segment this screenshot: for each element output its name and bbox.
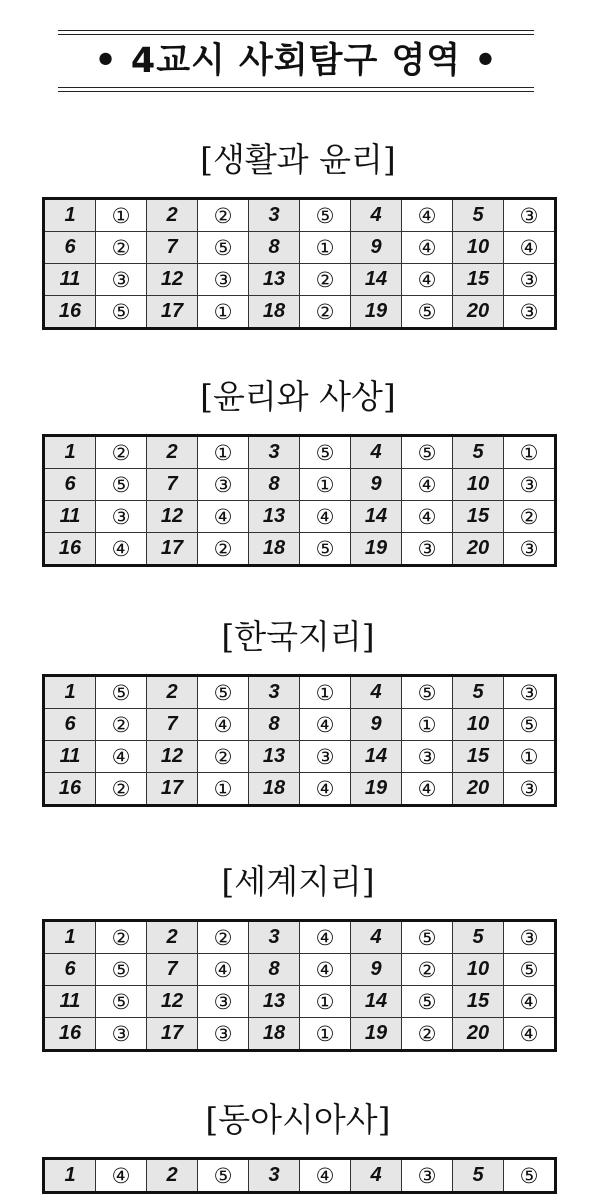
answer-choice: ③ (504, 296, 556, 329)
answer-choice: ② (198, 533, 249, 566)
question-number: 11 (44, 986, 96, 1018)
answer-choice: ⑤ (504, 1159, 556, 1193)
question-number: 10 (453, 954, 504, 986)
answer-choice: ⑤ (504, 709, 556, 741)
question-number: 1 (44, 676, 96, 709)
question-number: 6 (44, 954, 96, 986)
answer-choice: ⑤ (300, 199, 351, 232)
question-number: 14 (351, 501, 402, 533)
answer-table (42, 1157, 557, 1194)
answer-choice: ② (96, 921, 147, 954)
section-title: [윤리와 사상] (200, 377, 396, 416)
question-number: 19 (351, 533, 402, 566)
table-row (44, 676, 556, 709)
answer-choice: ⑤ (402, 921, 453, 954)
question-number: 19 (351, 296, 402, 329)
answer-choice: ④ (504, 232, 556, 264)
question-number: 7 (147, 469, 198, 501)
question-number: 17 (147, 1018, 198, 1051)
question-number: 18 (249, 1018, 300, 1051)
answer-choice: ① (198, 773, 249, 806)
question-number: 5 (453, 1159, 504, 1193)
question-number: 10 (453, 232, 504, 264)
answer-choice: ④ (504, 1018, 556, 1051)
answer-choice: ④ (402, 232, 453, 264)
question-number: 19 (351, 1018, 402, 1051)
answer-choice: ④ (402, 469, 453, 501)
question-number: 8 (249, 232, 300, 264)
answer-choice: ⑤ (300, 533, 351, 566)
question-number: 9 (351, 469, 402, 501)
question-number: 15 (453, 986, 504, 1018)
answer-choice: ⑤ (402, 676, 453, 709)
answer-choice: ⑤ (402, 296, 453, 329)
question-number: 10 (453, 469, 504, 501)
page-title: • 4교시 사회탐구 영역 • (94, 41, 498, 81)
answer-choice: ② (198, 921, 249, 954)
question-number: 11 (44, 501, 96, 533)
answer-choice: ④ (300, 773, 351, 806)
header-rule (58, 87, 534, 88)
question-number: 13 (249, 264, 300, 296)
question-number: 7 (147, 232, 198, 264)
question-number: 9 (351, 709, 402, 741)
answer-choice: ③ (300, 741, 351, 773)
question-number: 1 (44, 436, 96, 469)
question-number: 3 (249, 436, 300, 469)
answer-choice: ③ (198, 264, 249, 296)
question-number: 17 (147, 533, 198, 566)
answer-choice: ⑤ (402, 986, 453, 1018)
answer-choice: ④ (300, 501, 351, 533)
answer-choice: ① (300, 232, 351, 264)
question-number: 6 (44, 232, 96, 264)
answer-choice: ① (198, 436, 249, 469)
question-number: 1 (44, 1159, 96, 1193)
answer-choice: ② (198, 199, 249, 232)
answer-choice: ① (96, 199, 147, 232)
question-number: 6 (44, 469, 96, 501)
answer-choice: ⑤ (198, 676, 249, 709)
table-row (44, 741, 556, 773)
answer-choice: ⑤ (96, 676, 147, 709)
question-number: 18 (249, 533, 300, 566)
question-number: 16 (44, 296, 96, 329)
question-number: 16 (44, 533, 96, 566)
answer-choice: ③ (198, 1018, 249, 1051)
question-number: 8 (249, 709, 300, 741)
answer-choice: ⑤ (198, 1159, 249, 1193)
answer-choice: ① (300, 986, 351, 1018)
answer-choice: ④ (96, 741, 147, 773)
answer-choice: ④ (198, 501, 249, 533)
table-row (44, 501, 556, 533)
answer-choice: ③ (504, 469, 556, 501)
answer-choice: ③ (402, 1159, 453, 1193)
answer-choice: ④ (300, 954, 351, 986)
answer-choice: ① (300, 1018, 351, 1051)
question-number: 14 (351, 986, 402, 1018)
answer-table (42, 674, 557, 807)
question-number: 19 (351, 773, 402, 806)
answer-section (42, 1100, 554, 1194)
answer-choice: ③ (504, 773, 556, 806)
question-number: 4 (351, 436, 402, 469)
header-rule (58, 34, 534, 35)
table-row (44, 533, 556, 566)
answer-choice: ② (300, 264, 351, 296)
answer-choice: ③ (198, 469, 249, 501)
answer-section (42, 862, 554, 1052)
answer-choice: ⑤ (300, 436, 351, 469)
question-number: 8 (249, 954, 300, 986)
answer-choice: ⑤ (504, 954, 556, 986)
question-number: 7 (147, 954, 198, 986)
answer-choice: ④ (504, 986, 556, 1018)
answer-choice: ③ (402, 533, 453, 566)
answer-table (42, 434, 557, 567)
question-number: 4 (351, 199, 402, 232)
question-number: 5 (453, 199, 504, 232)
question-number: 7 (147, 709, 198, 741)
question-number: 20 (453, 773, 504, 806)
question-number: 11 (44, 264, 96, 296)
answer-choice: ⑤ (96, 986, 147, 1018)
question-number: 15 (453, 501, 504, 533)
question-number: 13 (249, 501, 300, 533)
question-number: 13 (249, 986, 300, 1018)
table-row (44, 709, 556, 741)
question-number: 18 (249, 296, 300, 329)
answer-choice: ④ (402, 199, 453, 232)
answer-choice: ④ (198, 954, 249, 986)
question-number: 4 (351, 1159, 402, 1193)
header-rule (58, 91, 534, 92)
answer-section (42, 140, 554, 330)
table-row (44, 436, 556, 469)
table-row (44, 1018, 556, 1051)
question-number: 18 (249, 773, 300, 806)
question-number: 1 (44, 921, 96, 954)
question-number: 4 (351, 921, 402, 954)
table-row (44, 921, 556, 954)
answer-choice: ② (402, 954, 453, 986)
question-number: 15 (453, 264, 504, 296)
section-title: [동아시아사] (205, 1100, 391, 1139)
question-number: 1 (44, 199, 96, 232)
answer-choice: ④ (402, 773, 453, 806)
answer-choice: ③ (96, 264, 147, 296)
question-number: 9 (351, 954, 402, 986)
question-number: 16 (44, 1018, 96, 1051)
question-number: 14 (351, 741, 402, 773)
answer-section (42, 617, 554, 807)
question-number: 17 (147, 773, 198, 806)
question-number: 5 (453, 921, 504, 954)
answer-choice: ② (198, 741, 249, 773)
answer-choice: ③ (198, 986, 249, 1018)
table-row (44, 773, 556, 806)
question-number: 12 (147, 986, 198, 1018)
table-row (44, 469, 556, 501)
question-number: 3 (249, 676, 300, 709)
answer-choice: ⑤ (96, 296, 147, 329)
answer-choice: ③ (504, 199, 556, 232)
question-number: 20 (453, 533, 504, 566)
answer-choice: ① (198, 296, 249, 329)
answer-choice: ① (504, 741, 556, 773)
question-number: 3 (249, 921, 300, 954)
question-number: 5 (453, 676, 504, 709)
question-number: 12 (147, 741, 198, 773)
answer-choice: ② (96, 773, 147, 806)
question-number: 20 (453, 296, 504, 329)
question-number: 2 (147, 1159, 198, 1193)
answer-choice: ② (402, 1018, 453, 1051)
answer-choice: ⑤ (96, 954, 147, 986)
answer-choice: ④ (96, 533, 147, 566)
question-number: 16 (44, 773, 96, 806)
table-row (44, 199, 556, 232)
answer-choice: ② (96, 436, 147, 469)
answer-section (42, 377, 554, 567)
answer-table (42, 919, 557, 1052)
answer-choice: ④ (96, 1159, 147, 1193)
question-number: 2 (147, 199, 198, 232)
question-number: 3 (249, 199, 300, 232)
answer-choice: ④ (402, 264, 453, 296)
answer-choice: ① (402, 709, 453, 741)
table-row (44, 264, 556, 296)
section-title: [세계지리] (221, 862, 375, 901)
answer-choice: ③ (504, 921, 556, 954)
table-row (44, 1159, 556, 1193)
question-number: 6 (44, 709, 96, 741)
answer-choice: ③ (96, 1018, 147, 1051)
answer-choice: ① (504, 436, 556, 469)
question-number: 13 (249, 741, 300, 773)
section-title: [한국지리] (221, 617, 375, 656)
answer-choice: ④ (402, 501, 453, 533)
question-number: 2 (147, 676, 198, 709)
question-number: 15 (453, 741, 504, 773)
answer-choice: ④ (300, 921, 351, 954)
answer-choice: ④ (300, 1159, 351, 1193)
answer-choice: ③ (402, 741, 453, 773)
table-row (44, 954, 556, 986)
answer-choice: ② (96, 709, 147, 741)
answer-choice: ③ (504, 264, 556, 296)
question-number: 3 (249, 1159, 300, 1193)
question-number: 20 (453, 1018, 504, 1051)
question-number: 12 (147, 501, 198, 533)
question-number: 8 (249, 469, 300, 501)
answer-choice: ⑤ (96, 469, 147, 501)
question-number: 5 (453, 436, 504, 469)
answer-choice: ④ (300, 709, 351, 741)
table-row (44, 296, 556, 329)
answer-choice: ③ (504, 676, 556, 709)
answer-choice: ④ (198, 709, 249, 741)
question-number: 10 (453, 709, 504, 741)
question-number: 2 (147, 436, 198, 469)
answer-choice: ⑤ (402, 436, 453, 469)
answer-choice: ③ (96, 501, 147, 533)
answer-choice: ① (300, 676, 351, 709)
answer-table (42, 197, 557, 330)
answer-choice: ③ (504, 533, 556, 566)
answer-choice: ② (300, 296, 351, 329)
question-number: 12 (147, 264, 198, 296)
answer-choice: ⑤ (198, 232, 249, 264)
question-number: 9 (351, 232, 402, 264)
table-row (44, 986, 556, 1018)
answer-choice: ② (504, 501, 556, 533)
question-number: 2 (147, 921, 198, 954)
page-header (58, 30, 534, 92)
answer-choice: ① (300, 469, 351, 501)
table-row (44, 232, 556, 264)
header-rule (58, 30, 534, 31)
question-number: 11 (44, 741, 96, 773)
section-title: [생활과 윤리] (200, 140, 396, 179)
question-number: 14 (351, 264, 402, 296)
question-number: 4 (351, 676, 402, 709)
answer-choice: ② (96, 232, 147, 264)
question-number: 17 (147, 296, 198, 329)
